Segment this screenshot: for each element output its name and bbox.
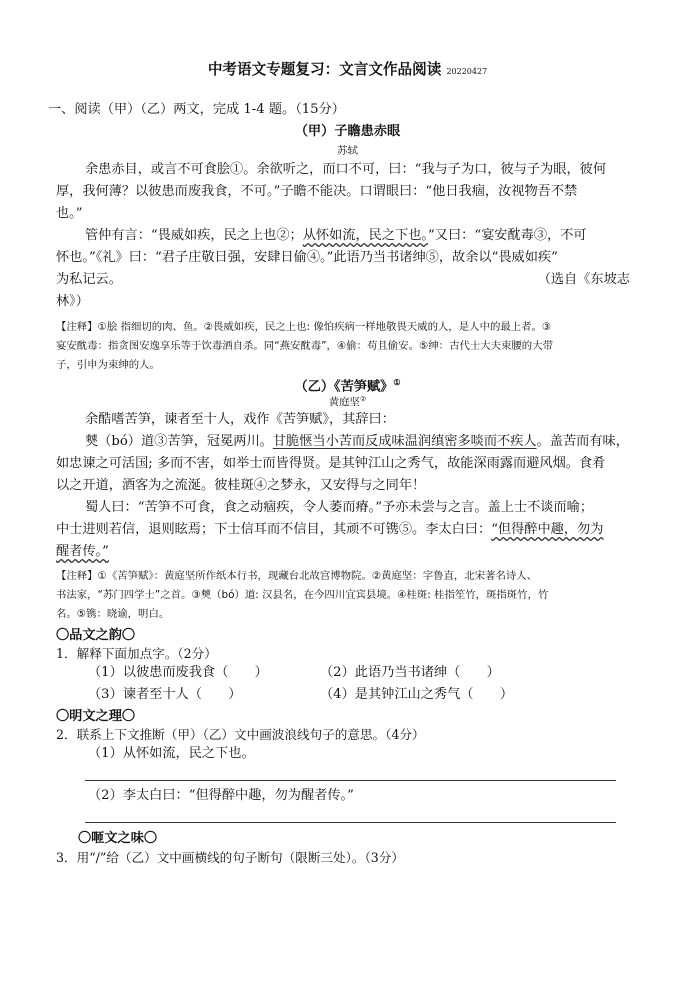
question-2: 2．联系上下文推断（甲）（乙）文中画波浪线句子的意思。（4分）	[56, 727, 425, 742]
q1-item-2: （2）此语乃当书诸绅（ ）	[320, 665, 500, 680]
jia-line-4-a: 管仲有言：“畏威如疾，民之上也②；	[85, 228, 303, 243]
jia-note-3: 子，引申为束绅的人。	[56, 359, 160, 371]
yi-line-7: 醒者传。”	[56, 544, 109, 559]
q1-item-3: （3）谏者至十人（ ）	[88, 687, 242, 702]
jia-note-1: 【注释】①脍 指细切的肉、鱼。②畏威如疾，民之上也: 像怕疾病一样地敬畏天威的人，是人中的最上者。③	[56, 321, 552, 333]
jia-note-2: 宴安酖毒：指贪图安逸享乐等于饮毒酒自杀。同“燕安酖毒”，④偷：苟且偷安。⑤绅：古代士大夫束腰的大带	[56, 340, 553, 352]
q1-item-4: （4）是其钟江山之秀气（ ）	[320, 687, 514, 702]
part-a-heading: 〇品文之韵〇	[56, 628, 136, 643]
title-date: 20220427	[446, 67, 488, 76]
jia-source: （选自《东坡志	[537, 272, 630, 287]
section-heading: 一、阅读（甲）（乙）两文，完成 1-4 题。（15分）	[48, 102, 345, 117]
yi-line-6: 中士进则若信，退则眩焉；下士信耳而不信目，其顽不可镌⑤。李太白曰：“但得醉中趣，勿为	[56, 522, 604, 537]
question-3: 3．用“/”给（乙）文中画横线的句子断句（限断三处）。（3分）	[56, 850, 404, 865]
jia-author: 苏轼	[337, 145, 358, 157]
yi-title: （乙）《苦笋赋》①	[294, 377, 401, 395]
question-1: 1．解释下面加点字。（2分）	[56, 646, 217, 661]
jia-line-6: 为私记云。	[56, 272, 122, 287]
yi-note-3: 名。⑤镌：晓谕，明白。	[56, 608, 170, 620]
yi-note-1: 【注释】①《苦笋赋》：黄庭坚所作纸本行书，现藏台北故宫博物院。②黄庭坚：字鲁直，北宋著名诗人、	[56, 570, 538, 582]
underlined-sentence-yi: 甘脆惬当小苦而反成味温润缜密多啖而不疾人	[272, 434, 537, 449]
yi-note-2: 书法家，“苏门四学士”之首。③僰（bó）道: 汉县名，在今四川宜宾县境。④桂斑: 桂指笙竹，斑指斑竹，竹	[56, 589, 549, 601]
wavy-sentence-yi: “但得醉中趣，勿为	[491, 522, 604, 537]
wavy-sentence-jia: 从怀如流，民之下也。	[302, 228, 429, 243]
jia-title: （甲）子瞻患赤眼	[294, 124, 401, 139]
jia-line-4-c: ”又曰：“宴安酖毒③，不可	[428, 228, 587, 243]
answer-line-1[interactable]	[85, 780, 616, 781]
jia-line-1: 余患赤目，或言不可食脍①。余欲听之，而口不可，曰：“我与子为口，彼与子为眼，彼何	[85, 162, 607, 177]
part-c-heading: 〇咂文之味〇	[78, 831, 158, 846]
yi-line-5: 蜀人曰：“苦笋不可食，食之动痼疾，令人萎而瘠。”予亦未尝与之言。盖上士不谈而喻；	[85, 500, 594, 515]
answer-line-2[interactable]	[85, 822, 616, 823]
jia-line-2: 厚，我何薄？以彼患而废我食，不可。”子瞻不能决。口谓眼曰：“他日我痼，汝视物吾不禁	[56, 184, 578, 199]
yi-line-4: 以之开道，酒客为之流涎。彼桂斑④之梦永，又安得与之同年！	[56, 478, 426, 493]
yi-line-1: 余酷嗜苦笋，谏者至十人，戏作《苦笋赋》，其辞曰：	[85, 412, 395, 427]
jia-source-end: 林》）	[56, 294, 89, 309]
part-b-heading: 〇明文之理〇	[56, 709, 136, 724]
yi-line-2: 僰（bó）道③苦笋，冠冕两川。甘脆惬当小苦而反成味温润缜密多啖而不疾人。盖苦而有味，	[85, 434, 629, 449]
jia-line-3: 也。”	[56, 206, 83, 221]
q2-sub-1: （1）从怀如流，民之下也。	[88, 746, 255, 761]
jia-line-4	[85, 225, 587, 247]
jia-line-5: 怀也。”《礼》曰：“君子庄敬日强，安肆日偷④。”此语乃当书诸绅⑤，故余以“畏威如疾”	[56, 250, 558, 265]
yi-line-3: 如忠谏之可活国; 多而不害，如举士而皆得贤。是其钟江山之秀气，故能深雨露而避风烟。食肴	[56, 456, 606, 471]
q2-sub-2: （2）李太白曰：“但得醉中趣，勿为醒者传。”	[88, 788, 354, 803]
yi-author: 黄庭坚②	[328, 395, 367, 409]
page-title: 中考语文专题复习：文言文作品阅读 20220427	[207, 61, 488, 78]
q1-item-1: （1）以彼患而废我食（ ）	[88, 665, 268, 680]
